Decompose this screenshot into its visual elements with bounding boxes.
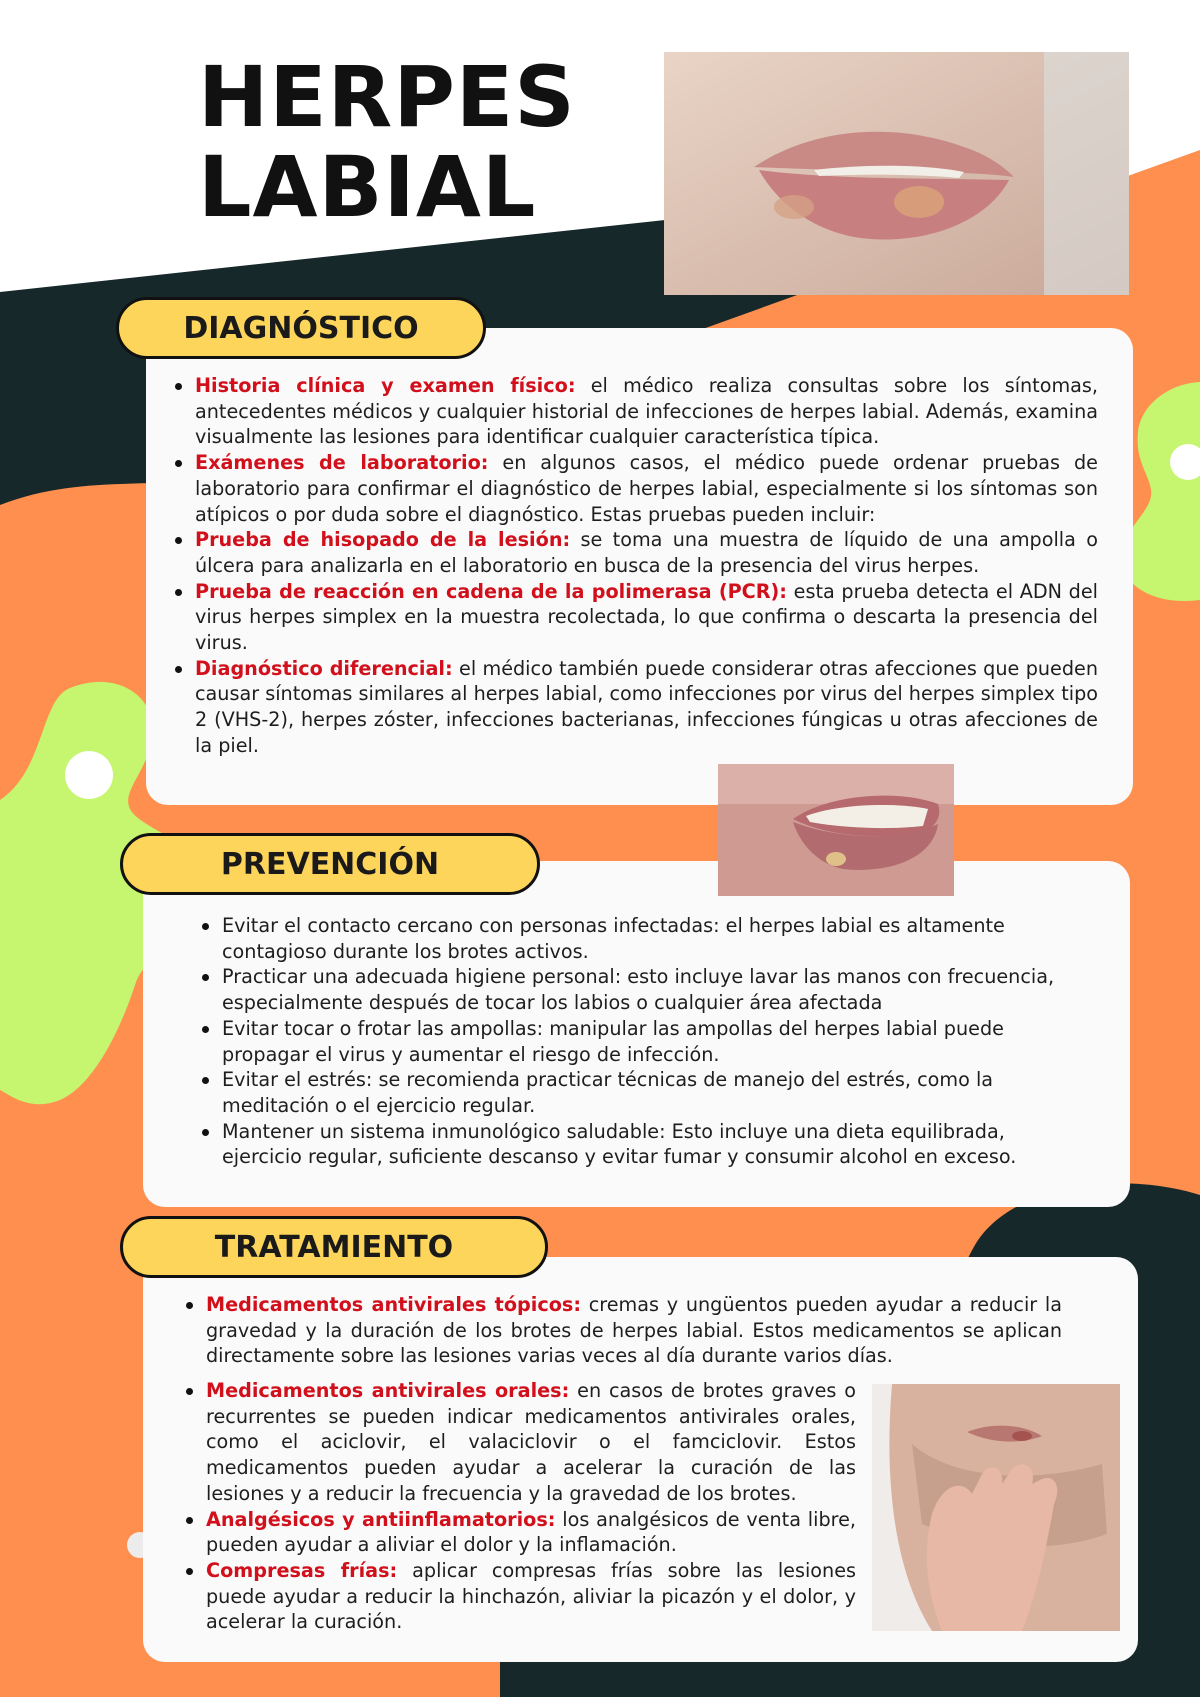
diagnostico-list [175,373,1098,759]
diagnostico-text: el médico también puede considerar otras afecciones que pueden causar síntomas similares al herpes labial, como infecciones por virus del herpes simplex tipo 2 (VHS-2), herpes zóster, infecciones bacterianas, infecciones fúngicas u otras afecciones de la piel. [195,656,1098,757]
diagnostico-term: Historia clínica y examen físico: [195,374,576,397]
smiling-mouth-photo [718,764,954,896]
prevencion-item: Practicar una adecuada higiene personal: esto incluye lavar las manos con frecuencia, especialmente después de tocar los labios o cualquier área afectada [202,964,1082,1015]
tratamiento-text: en casos de brotes graves o recurrentes se pueden indicar medicamentos antivirales orales, como el aciclovir, el valaciclovir o el famciclovir. Estos medicamentos pueden ayudar a acelerar la curación de las lesiones y a reducir la frecuencia y la gravedad de los brotes. [206,1379,856,1505]
diagnostico-item [175,373,1098,450]
diagnostico-item [175,527,1098,578]
diagnostico-text: esta prueba detecta el ADN del virus herpes simplex en la muestra recolectada, lo que confirma o descarta la presencia del virus. [195,579,1098,655]
tratamiento-text: cremas y ungüentos pueden ayudar a reducir la gravedad y la duración de los brotes de herpes labial. Estos medicamentos se aplican directamente sobre las lesiones varias veces al día durante varios días. [206,1293,1062,1368]
tratamiento-list [186,1378,856,1635]
prevencion-item: Evitar el estrés: se recomienda practicar técnicas de manejo del estrés, como la meditación o el ejercicio regular. [202,1067,1082,1118]
diagnostico-item [175,656,1098,759]
diagnostico-text: en algunos casos, el médico puede ordenar pruebas de laboratorio para confirmar el diagnóstico de herpes labial, especialmente si los síntomas son atípicos o por duda sobre el diagnóstico. Estas pruebas pueden incluir: [195,451,1098,526]
tratamiento-term: Medicamentos antivirales tópicos: [206,1293,581,1316]
diagnostico-heading: DIAGNÓSTICO [116,297,486,359]
title-line-2: LABIAL [198,138,537,236]
prevencion-item: Evitar el contacto cercano con personas infectadas: el herpes labial es altamente contagioso durante los brotes activos. [202,913,1082,964]
tratamiento-item [186,1378,856,1507]
tratamiento-text: los analgésicos de venta libre, pueden ayudar a aliviar el dolor y la inflamación. [206,1507,856,1557]
diagnostico-term: Prueba de hisopado de la lesión: [195,528,571,552]
diagnostico-term: Prueba de reacción en cadena de la polimerasa (PCR): [195,579,787,603]
tratamiento-term: Compresas frías: [206,1558,398,1582]
lips-cold-sore-photo [664,52,1129,295]
diagnostico-item [175,579,1098,656]
prevencion-heading: PREVENCIÓN [120,833,540,895]
tratamiento-text: aplicar compresas frías sobre las lesiones puede ayudar a reducir la hinchazón, aliviar la picazón y el dolor, y acelerar la curación. [206,1558,856,1634]
tratamiento-heading: TRATAMIENTO [120,1216,548,1278]
tratamiento-item [186,1507,856,1558]
diagnostico-text: se toma una muestra de líquido de una ampolla o úlcera para analizarla en el laboratorio en busca de la presencia del virus herpes. [195,528,1098,577]
title-line-1: HERPES [198,48,576,146]
diagnostico-term: Diagnóstico diferencial: [195,656,453,680]
diagnostico-text: el médico realiza consultas sobre los síntomas, antecedentes médicos y cualquier historial de infecciones de herpes labial. Además, examina visualmente las lesiones para identificar cualquier característica típica. [195,374,1098,449]
man-touching-lip-photo [872,1384,1120,1631]
prevencion-list [202,913,1082,1170]
prevencion-item: Mantener un sistema inmunológico saludable: Esto incluye una dieta equilibrada, ejercicio regular, suficiente descanso y evitar fumar y consumir alcohol en exceso. [202,1119,1082,1170]
tratamiento-item [186,1292,1062,1369]
tratamiento-term: Medicamentos antivirales orales: [206,1379,570,1402]
diagnostico-item [175,450,1098,527]
page-title [198,48,576,236]
diagnostico-term: Exámenes de laboratorio: [195,451,489,475]
tratamiento-list-top [186,1292,1062,1369]
tratamiento-item [186,1558,856,1635]
tratamiento-term: Analgésicos y antiinflamatorios: [206,1507,556,1531]
prevencion-item: Evitar tocar o frotar las ampollas: manipular las ampollas del herpes labial puede propagar el virus y aumentar el riesgo de infección. [202,1016,1082,1067]
